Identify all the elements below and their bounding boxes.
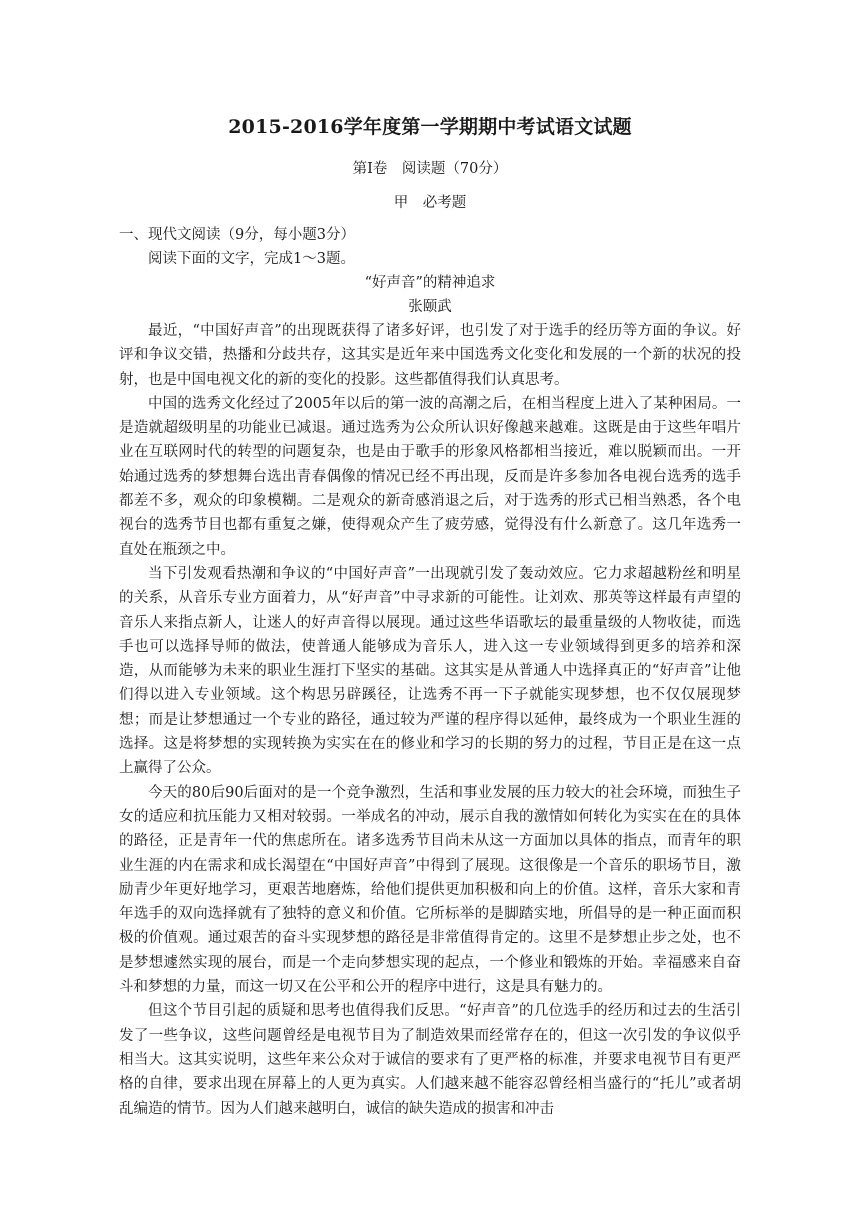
article-paragraph: 今天的80后90后面对的是一个竞争激烈，生活和事业发展的压力较大的社会环境，而独生子女的适应和抗压能力又相对较弱。一举成名的冲动，展示自我的激情如何转化为实实在在的具体的路径，正是青年一代的焦虑所在。诸多选秀节目尚未从这一方面加以具体的指点，而青年的职业生涯的内在需求和成长渴望在“中国好声音”中得到了展现。这很像是一个音乐的职场节目，激励青少年更好地学习，更艰苦地磨炼，给他们提供更加积极和向上的价值。这样，音乐大家和青年选手的双向选择就有了独特的意义和价值。它所标举的是脚踏实地，所倡导的是一种正面而积极的价值观。通过艰苦的奋斗实现梦想的路径是非常值得肯定的。这里不是梦想止步之处，也不是梦想遽然实现的展台，而是一个走向梦想实现的起点，一个修业和锻炼的开始。幸福感来自奋斗和梦想的力量，而这一切又在公平和公开的程序中进行，这是具有魅力的。	[119, 784, 741, 996]
article-paragraph: 当下引发观看热潮和争议的“中国好声音”一出现就引发了轰动效应。它力求超越粉丝和明星的关系，从音乐专业方面着力，从“好声音”中寻求新的可能性。让刘欢、那英等这样最有声望的音乐人来指点新人，让迷人的好声音得以展现。通过这些华语歌坛的最重量级的人物收徒，而选手也可以选择导师的做法，使普通人能够成为音乐人，进入这一专业领域得到更多的培养和深造，从而能够为未来的职业生涯打下坚实的基础。这其实是从普通人中选择真正的“好声音”让他们得以进入专业领域。这个构思另辟蹊径，让选秀不再一下子就能实现梦想，也不仅仅展现梦想；而是让梦想通过一个专业的路径，通过较为严谨的程序得以延伸，最终成为一个职业生涯的选择。这是将梦想的实现转换为实实在在的修业和学习的长期的努力的过程，节目正是在这一点上赢得了公众。	[119, 565, 741, 777]
reading-instruction: 阅读下面的文字，完成1～3题。	[148, 251, 355, 267]
article-title: “好声音”的精神追求	[364, 275, 496, 291]
article-author: 张颐武	[408, 299, 452, 315]
article-paragraph: 但这个节目引起的质疑和思考也值得我们反思。“好声音”的几位选手的经历和过去的生活引发了一些争议，这些问题曾经是电视节目为了制造效果而经常存在的，但这一次引发的争议似乎相当大。这其实说明，这些年来公众对于诚信的要求有了更严格的标准，并要求电视节目有更严格的自律，要求出现在屏幕上的人更为真实。人们越来越不能容忍曾经相当盛行的“托儿”或者胡乱编造的情节。因为人们越来越明白，诚信的缺失造成的损害和冲击	[119, 1003, 741, 1117]
exam-title: 2015-2016学年度第一学期期中考试语文试题	[228, 116, 632, 138]
document-page	[119, 112, 741, 1121]
subpart-heading: 甲 必考题	[393, 195, 467, 211]
part-heading: 第Ⅰ卷 阅读题（70分）	[352, 161, 508, 177]
article-paragraph: 最近，“中国好声音”的出现既获得了诸多好评，也引发了对于选手的经历等方面的争议。好评和争议交错，热播和分歧共存，这其实是近年来中国选秀文化变化和发展的一个新的状况的投射，也是中国电视文化的新的变化的投影。这些都值得我们认真思考。	[119, 323, 741, 388]
section-heading: 一、现代文阅读（9分，每小题3分）	[119, 227, 355, 243]
article-paragraph: 中国的选秀文化经过了2005年以后的第一波的高潮之后，在相当程度上进入了某种困局。一是造就超级明星的功能业已减退。通过选秀为公众所认识好像越来越难。这既是由于这些年唱片业在互联网时代的转型的问题复杂，也是由于歌手的形象风格都相当接近，难以脱颖而出。一开始通过选秀的梦想舞台选出青春偶像的情况已经不再出现，反而是许多参加各电视台选秀的选手都差不多，观众的印象模糊。二是观众的新奇感消退之后，对于选秀的形式已相当熟悉，各个电视台的选秀节目也都有重复之嫌，使得观众产生了疲劳感，觉得没有什么新意了。这几年选秀一直处在瓶颈之中。	[119, 395, 741, 558]
